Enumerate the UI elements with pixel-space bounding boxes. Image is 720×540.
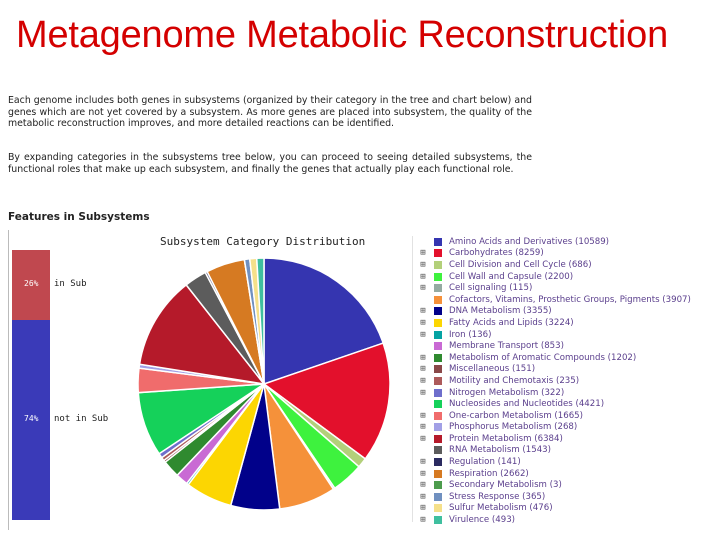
legend-label[interactable]: Carbohydrates (8259) bbox=[449, 248, 544, 259]
legend-swatch bbox=[434, 307, 442, 315]
legend-item-stress-response[interactable] bbox=[418, 491, 718, 503]
coverage-in-percent: 26% bbox=[24, 279, 39, 289]
legend-item-cell-division-and-cell-cycle[interactable] bbox=[418, 259, 718, 271]
legend-swatch bbox=[434, 435, 442, 443]
legend-label[interactable]: Cell signaling (115) bbox=[449, 283, 533, 294]
legend-label[interactable]: Nucleosides and Nucleotides (4421) bbox=[449, 399, 605, 410]
legend-label[interactable]: Membrane Transport (853) bbox=[449, 341, 564, 352]
legend-item-one-carbon-metabolism[interactable] bbox=[418, 410, 718, 422]
tree-divider bbox=[412, 236, 413, 522]
coverage-in-label: in Sub bbox=[54, 279, 87, 290]
expand-toggle-icon[interactable]: ⊞ bbox=[420, 364, 426, 375]
legend-swatch bbox=[434, 446, 442, 454]
expand-toggle-icon[interactable]: ⊞ bbox=[420, 306, 426, 317]
legend-item-dna-metabolism[interactable] bbox=[418, 306, 718, 318]
legend-label[interactable]: Secondary Metabolism (3) bbox=[449, 480, 562, 491]
legend-swatch bbox=[434, 284, 442, 292]
expand-toggle-icon[interactable]: ⊞ bbox=[420, 503, 426, 514]
legend-item-regulation[interactable] bbox=[418, 456, 718, 468]
expand-toggle-icon[interactable]: ⊞ bbox=[420, 271, 426, 282]
legend-label[interactable]: Fatty Acids and Lipids (3224) bbox=[449, 317, 574, 328]
legend-item-virulence[interactable] bbox=[418, 514, 718, 526]
legend-label[interactable]: Virulence (493) bbox=[449, 515, 516, 526]
legend-swatch bbox=[434, 400, 442, 408]
expand-toggle-icon[interactable]: ⊞ bbox=[420, 468, 426, 479]
expand-toggle-icon[interactable]: ⊞ bbox=[420, 352, 426, 363]
legend-item-phosphorus-metabolism[interactable] bbox=[418, 422, 718, 434]
legend-item-respiration[interactable] bbox=[418, 468, 718, 480]
coverage-out-label: not in Sub bbox=[54, 414, 109, 425]
legend-item-secondary-metabolism[interactable] bbox=[418, 479, 718, 491]
expand-toggle-icon[interactable]: ⊞ bbox=[420, 515, 426, 526]
expand-toggle-icon[interactable]: ⊞ bbox=[420, 410, 426, 421]
legend-label[interactable]: Respiration (2662) bbox=[449, 468, 529, 479]
legend-swatch bbox=[434, 238, 442, 246]
legend-item-cell-signaling[interactable] bbox=[418, 282, 718, 294]
legend-item-motility-and-chemotaxis[interactable] bbox=[418, 375, 718, 387]
legend-swatch bbox=[434, 273, 442, 281]
expand-toggle-icon[interactable]: ⊞ bbox=[420, 375, 426, 386]
legend-item-iron[interactable] bbox=[418, 329, 718, 341]
intro-paragraph-2: By expanding categories in the subsystems tree below, you can proceed to seeing detailed subsystems, the functional roles that make up each subsystem, and finally the genes that actually play each functional role. bbox=[8, 152, 532, 175]
legend-item-carbohydrates[interactable] bbox=[418, 248, 718, 260]
subsystem-tree-legend bbox=[418, 236, 718, 526]
expand-toggle-icon[interactable]: ⊞ bbox=[420, 422, 426, 433]
expand-toggle-icon[interactable]: ⊞ bbox=[420, 259, 426, 270]
legend-swatch bbox=[434, 470, 442, 478]
legend-item-sulfur-metabolism[interactable] bbox=[418, 503, 718, 515]
legend-swatch bbox=[434, 296, 442, 304]
legend-item-cofactors-vitamins-prosthetic-groups-pigments[interactable] bbox=[418, 294, 718, 306]
legend-label[interactable]: Cell Division and Cell Cycle (686) bbox=[449, 259, 592, 270]
expand-toggle-icon[interactable]: ⊞ bbox=[420, 248, 426, 259]
legend-swatch bbox=[434, 389, 442, 397]
legend-swatch bbox=[434, 354, 442, 362]
legend-item-membrane-transport[interactable] bbox=[418, 340, 718, 352]
expand-toggle-icon[interactable]: ⊞ bbox=[420, 457, 426, 468]
expand-toggle-icon[interactable]: ⊞ bbox=[420, 491, 426, 502]
legend-label[interactable]: Regulation (141) bbox=[449, 457, 521, 468]
expand-toggle-icon[interactable]: ⊞ bbox=[420, 317, 426, 328]
legend-item-nucleosides-and-nucleotides[interactable] bbox=[418, 398, 718, 410]
legend-label[interactable]: Stress Response (365) bbox=[449, 491, 546, 502]
legend-item-cell-wall-and-capsule[interactable] bbox=[418, 271, 718, 283]
legend-item-metabolism-of-aromatic-compounds[interactable] bbox=[418, 352, 718, 364]
intro-paragraph-1: Each genome includes both genes in subsystems (organized by their category in the tree and chart below) and genes which are not yet covered by a subsystem. As more genes are placed into subsystem, the quality of the metabolic reconstruction improves, and more detailed reactions can be identified. bbox=[8, 95, 532, 130]
legend-item-miscellaneous[interactable] bbox=[418, 364, 718, 376]
chart-title: Subsystem Category Distribution bbox=[160, 235, 366, 248]
legend-swatch bbox=[434, 516, 442, 524]
legend-swatch bbox=[434, 365, 442, 373]
legend-swatch bbox=[434, 342, 442, 350]
slide-title: Metagenome Metabolic Reconstruction bbox=[16, 14, 669, 56]
legend-item-fatty-acids-and-lipids[interactable] bbox=[418, 317, 718, 329]
legend-label[interactable]: Sulfur Metabolism (476) bbox=[449, 503, 553, 514]
expand-toggle-icon[interactable]: ⊞ bbox=[420, 387, 426, 398]
divider bbox=[8, 230, 9, 530]
legend-swatch bbox=[434, 458, 442, 466]
coverage-stacked-bar bbox=[12, 250, 50, 520]
legend-label[interactable]: Cofactors, Vitamins, Prosthetic Groups, Pigments (3907) bbox=[449, 294, 691, 305]
legend-item-nitrogen-metabolism[interactable] bbox=[418, 387, 718, 399]
legend-swatch bbox=[434, 493, 442, 501]
legend-label[interactable]: Protein Metabolism (6384) bbox=[449, 433, 563, 444]
legend-label[interactable]: DNA Metabolism (3355) bbox=[449, 306, 552, 317]
features-heading: Features in Subsystems bbox=[8, 211, 150, 223]
expand-toggle-icon[interactable]: ⊞ bbox=[420, 283, 426, 294]
legend-swatch bbox=[434, 481, 442, 489]
legend-swatch bbox=[434, 412, 442, 420]
coverage-out-percent: 74% bbox=[24, 414, 39, 424]
legend-label[interactable]: Cell Wall and Capsule (2200) bbox=[449, 271, 574, 282]
legend-label[interactable]: RNA Metabolism (1543) bbox=[449, 445, 551, 456]
legend-label[interactable]: Motility and Chemotaxis (235) bbox=[449, 375, 580, 386]
legend-label[interactable]: Amino Acids and Derivatives (10589) bbox=[449, 236, 610, 247]
expand-toggle-icon[interactable]: ⊞ bbox=[420, 433, 426, 444]
legend-item-protein-metabolism[interactable] bbox=[418, 433, 718, 445]
legend-label[interactable]: Miscellaneous (151) bbox=[449, 364, 536, 375]
legend-swatch bbox=[434, 249, 442, 257]
legend-label[interactable]: Phosphorus Metabolism (268) bbox=[449, 422, 578, 433]
legend-swatch bbox=[434, 331, 442, 339]
pie-chart bbox=[128, 248, 400, 520]
legend-swatch bbox=[434, 423, 442, 431]
legend-label[interactable]: Iron (136) bbox=[449, 329, 492, 340]
legend-swatch bbox=[434, 377, 442, 385]
legend-label[interactable]: Nitrogen Metabolism (322) bbox=[449, 387, 565, 398]
expand-toggle-icon[interactable]: ⊞ bbox=[420, 480, 426, 491]
expand-toggle-icon[interactable]: ⊞ bbox=[420, 329, 426, 340]
legend-item-amino-acids-and-derivatives[interactable] bbox=[418, 236, 718, 248]
legend-item-rna-metabolism[interactable] bbox=[418, 445, 718, 457]
legend-label[interactable]: One-carbon Metabolism (1665) bbox=[449, 410, 583, 421]
legend-swatch bbox=[434, 319, 442, 327]
legend-swatch bbox=[434, 261, 442, 269]
legend-swatch bbox=[434, 504, 442, 512]
legend-label[interactable]: Metabolism of Aromatic Compounds (1202) bbox=[449, 352, 637, 363]
